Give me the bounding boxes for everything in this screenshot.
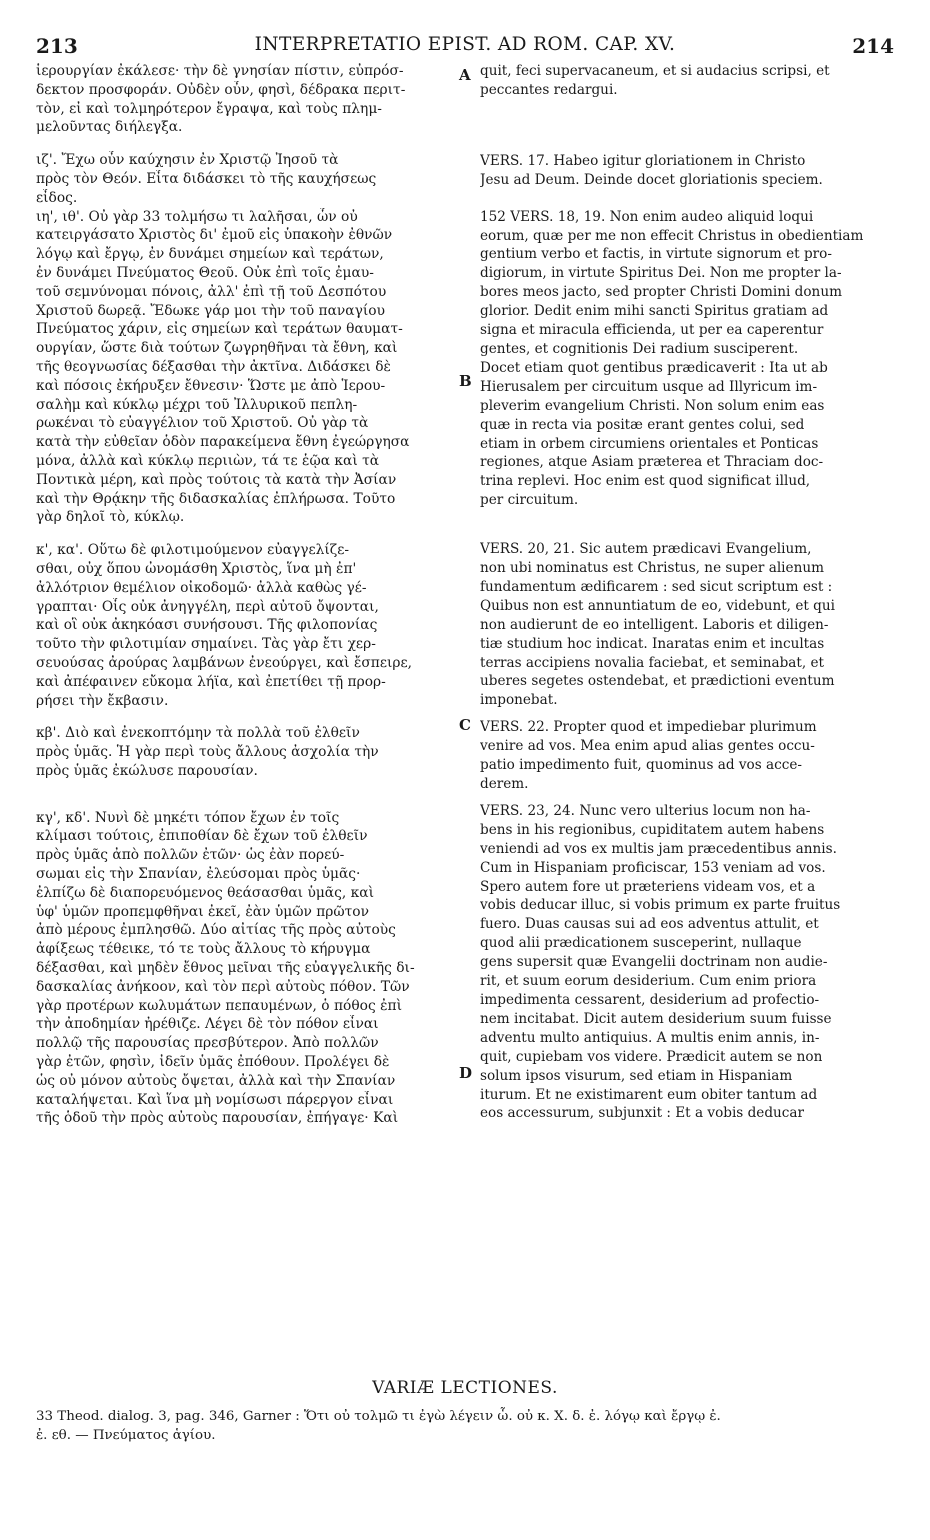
text-line: κατειργάσατο Χριστὸς δι' ἐμοῦ εἰς ὑπακοὴν ἐθνῶν xyxy=(36,227,393,244)
text-line: ἀπὸ μέρους ἐμπλησθῶ. Δύο αἰτίας τῆς πρὸς αὐτοὺς xyxy=(36,922,396,939)
text-line: regiones, atque Asiam præterea et Thraciam doc- xyxy=(480,454,824,471)
text-line: μόνα, ἀλλὰ καὶ κύκλῳ περιιὼν, τά τε ἑῷα καὶ τὰ xyxy=(36,452,380,469)
text-line: καὶ πόσοις ἐκήρυξεν ἔθνεσιν· Ὥστε με ἀπὸ Ἱερου- xyxy=(36,377,386,394)
page-header xyxy=(36,34,894,60)
text-line: ἐν δυνάμει Πνεύματος Θεοῦ. Οὐκ ἐπὶ τοῖς ἐμαυ- xyxy=(36,264,374,281)
text-line: εἶδος. xyxy=(36,189,78,206)
text-line: ὡς οὐ μόνον αὐτοὺς ὄψεται, ἀλλὰ καὶ τὴν Σπανίαν xyxy=(36,1072,396,1089)
text-line: trina replevi. Hoc enim est quod significat illud, xyxy=(480,473,811,490)
text-line: gentium verbo et factis, in virtute signorum et pro- xyxy=(480,246,832,263)
text-line: σθαι, οὐχ ὅπου ὠνομάσθη Χριστὸς, ἵνα μὴ ἐπ' xyxy=(36,560,357,577)
text-line: τὸν, εἰ καὶ τολμηρότερον ἔγραψα, καὶ τοὺς πλημ- xyxy=(36,100,382,117)
text-line: rit, et suum eorum desiderium. Cum enim priora xyxy=(480,973,817,990)
text-line: λόγῳ καὶ ἔργῳ, ἐν δυνάμει σημείων καὶ τεράτων, xyxy=(36,246,384,263)
text-line: τῆς θεογνωσίας δέξασθαι τὴν ἀκτῖνα. Διδάσκει δὲ xyxy=(36,358,391,375)
margin-marker-c: C xyxy=(459,716,471,734)
text-line: Hierusalem per circuitum usque ad Illyricum im- xyxy=(480,378,818,395)
text-line: non audierunt de eo intelligent. Laboris et diligen- xyxy=(480,616,829,633)
margin-marker-b: B xyxy=(459,372,472,390)
text-line: glorior. Dedit enim mihi sancti Spiritus gratiam ad xyxy=(480,303,829,320)
text-line: veniendi ad vos ex multis jam præcedentibus annis. xyxy=(480,840,837,857)
text-line: gens supersit quæ Evangelii doctrinam non audie- xyxy=(480,954,828,971)
left-page-number: 213 xyxy=(36,34,78,58)
right-page-number: 214 xyxy=(852,34,894,58)
text-line: γραπται· Οἷς οὐκ ἀνηγγέλη, περὶ αὐτοῦ ὄψονται, xyxy=(36,598,379,615)
text-line: terras accipiens novalia faciebat, et seminabat, et xyxy=(480,654,824,671)
text-line: digiorum, in virtute Spiritus Dei. Non me propter la- xyxy=(480,265,842,282)
text-line: Πνεύματος χάριν, εἰς σημείων καὶ τεράτων θαυματ- xyxy=(36,321,403,338)
text-line: derem. xyxy=(480,776,529,792)
text-line: ἱερουργίαν ἐκάλεσε· τὴν δὲ γνησίαν πίστιν, εὐπρόσ- xyxy=(36,63,404,79)
text-line: per circuitum. xyxy=(480,492,579,509)
text-line: τὴν ἀποδημίαν ἠρέθιζε. Λέγει δὲ τὸν πόθον εἶναι xyxy=(36,1016,379,1033)
text-line: κατὰ τὴν εὐθεῖαν ὁδὸν παρακείμενα ἔθνη ἐγεώργησα xyxy=(36,434,410,451)
text-line: solum ipsos visurum, sed etiam in Hispaniam xyxy=(480,1067,793,1084)
greek-paragraph-v23-24 xyxy=(36,809,458,1129)
text-line: γὰρ προτέρων κωλυμάτων πεπαυμένων, ὁ πόθος ἐπὶ xyxy=(36,997,402,1014)
variae-lectiones-heading: VARIÆ LECTIONES. xyxy=(372,1378,558,1398)
text-line: fuero. Duas causas sui ad eos adventus attulit, et xyxy=(480,916,819,933)
text-line: Jesu ad Deum. Deinde docet gloriationis speciem. xyxy=(480,171,823,188)
text-line: καὶ τὴν Θρᾴκην τῆς διδασκαλίας ἐπλήρωσα. Τοῦτο xyxy=(36,490,396,507)
text-line: ἐλπίζω δὲ διαπορευόμενος θεάσασθαι ὑμᾶς, καὶ xyxy=(36,884,374,901)
text-line: ἀφίξεως τέθεικε, τό τε τοὺς ἄλλους τὸ κήρυγμα xyxy=(36,941,371,958)
text-line: τοῦ σεμνύνομαι πόνοις, ἀλλ' ἐπὶ τῇ τοῦ Δεσπότου xyxy=(36,283,387,300)
text-line: 152 VERS. 18, 19. Non enim audeo aliquid loqui xyxy=(480,208,814,225)
greek-paragraph-v17 xyxy=(36,151,458,207)
text-line: tiæ studium hoc indicat. Inaratas enim et incultas xyxy=(480,635,825,652)
text-line: σωμαι εἰς τὴν Σπανίαν, ἐλεύσομαι πρὸς ὑμᾶς· xyxy=(36,866,361,883)
greek-paragraph-v18-19 xyxy=(36,208,458,528)
text-line: iturum. Et ne existimarent eum obiter tantum ad xyxy=(480,1086,818,1103)
text-line: VERS. 17. Habeo igitur gloriationem in Christo xyxy=(480,152,806,169)
text-line: vobis deducar illuc, si vobis primum ex parte fruitus xyxy=(480,897,841,914)
footnote-line: 33 Theod. dialog. 3, pag. 346, Garner : Ὅτι οὐ τολμῶ τι ἐγὼ λέγειν ὧ. οὐ κ. Χ. δ. ἐ. λόγῳ καὶ ἔργῳ ἐ. xyxy=(36,1409,721,1424)
text-line: καὶ ἀπέφαινεν εὔκομα λήϊα, καὶ ἐπετίθει τῇ προρ- xyxy=(36,673,386,690)
margin-marker-a: A xyxy=(459,66,471,84)
latin-paragraph-intro xyxy=(480,62,902,100)
running-title: INTERPRETATIO EPIST. AD ROM. CAP. XV. xyxy=(254,34,676,55)
text-line: γὰρ δηλοῖ τὸ, κύκλῳ. xyxy=(36,509,185,526)
text-line: eorum, quæ per me non effecit Christus in obedientiam xyxy=(480,227,864,244)
text-line: πρὸς τὸν Θεόν. Εἶτα διδάσκει τὸ τῆς καυχήσεως xyxy=(36,170,377,187)
text-line: imponebat. xyxy=(480,692,558,709)
text-line: quæ in recta via positæ erant gentes colui, sed xyxy=(480,416,805,433)
text-line: patio impedimento fuit, quominus ad vos acce- xyxy=(480,757,802,774)
text-line: ἀλλότριον θεμέλιον οἰκοδομῶ· ἀλλὰ καθὼς γέ- xyxy=(36,579,367,596)
text-line: quit, feci supervacaneum, et si audacius scripsi, et xyxy=(480,63,830,79)
text-line: Spero autem fore ut præteriens videam vos, et a xyxy=(480,878,816,895)
text-line: δασκαλίας ἀνήκοον, καὶ τὸν περὶ αὐτοὺς πόθον. Τῶν xyxy=(36,978,410,995)
latin-paragraph-v23-24 xyxy=(480,802,902,1123)
text-line: uberes segetes ostendebat, et prædictioni eventum xyxy=(480,673,835,690)
latin-column xyxy=(480,62,902,1123)
latin-paragraph-v20-21 xyxy=(480,540,902,710)
text-line: ρωκέναι τὸ εὐαγγέλιον τοῦ Χριστοῦ. Οὐ γὰρ τὰ xyxy=(36,415,369,432)
text-line: γὰρ ἐτῶν, φησὶν, ἰδεῖν ὑμᾶς ἐπόθουν. Προλέγει δὲ xyxy=(36,1054,390,1071)
text-line: κ', κα'. Οὕτω δὲ φιλοτιμούμενον εὐαγγελίζε- xyxy=(36,542,350,559)
text-line: nem incitabat. Dicit autem desiderium suum fuisse xyxy=(480,1010,832,1027)
text-line: Cum in Hispaniam proficiscar, 153 veniam ad vos. xyxy=(480,859,826,876)
text-line: κγ', κδ'. Νυνὶ δὲ μηκέτι τόπον ἔχων ἐν τοῖς xyxy=(36,809,340,826)
text-line: adventu multo antiquius. A multis enim annis, in- xyxy=(480,1029,820,1046)
text-line: Docet etiam quot gentibus prædicaverit : Ita ut ab xyxy=(480,359,828,376)
text-line: fundamentum ædificarem : sed sicut scriptum est : xyxy=(480,578,833,595)
margin-marker-d: D xyxy=(459,1064,473,1082)
text-line: ουργίαν, ὥστε διὰ τούτων ζωγρηθῆναι τὰ ἔθνη, καὶ xyxy=(36,340,398,357)
footnote-line: ἐ. εθ. — Πνεύματος ἁγίου. xyxy=(36,1428,216,1443)
text-line: πρὸς ὑμᾶς. Ἡ γὰρ περὶ τοὺς ἄλλους ἀσχολία τὴν xyxy=(36,744,379,761)
text-line: πρὸς ὑμᾶς ἐκώλυσε παρουσίαν. xyxy=(36,762,258,779)
text-line: gentes, et cognitionis Dei radium susciperent. xyxy=(480,340,799,357)
text-line: etiam in orbem circumiens orientales et Ponticas xyxy=(480,435,819,452)
text-line: Quibus non est annuntiatum de eo, videbunt, et qui xyxy=(480,597,835,614)
text-line: δεκτον προσφοράν. Οὐδὲν οὖν, φησὶ, δέδρακα περιτ- xyxy=(36,81,406,98)
text-line: δέξασθαι, καὶ μηδὲν ἔθνος μεῖναι τῆς εὐαγγελικῆς δι- xyxy=(36,960,415,977)
text-line: quod alii prædicationem susceperint, nullaque xyxy=(480,935,802,952)
footnote xyxy=(36,1407,894,1445)
text-line: κβ'. Διὸ καὶ ἐνεκοπτόμην τὰ πολλὰ τοῦ ἐλθεῖν xyxy=(36,725,360,742)
text-line: eos accessurum, subjunxit : Et a vobis deducar xyxy=(480,1105,805,1122)
latin-paragraph-v17 xyxy=(480,152,902,190)
text-line: peccantes redargui. xyxy=(480,81,618,98)
text-line: ὑφ' ὑμῶν προπεμφθῆναι ἐκεῖ, ἐὰν ὑμῶν πρῶτον xyxy=(36,903,369,920)
greek-paragraph-intro xyxy=(36,62,458,137)
text-line: πολλῷ τῆς παρουσίας πρεσβύτερον. Ἀπὸ πολλῶν xyxy=(36,1035,379,1052)
latin-paragraph-v18-19 xyxy=(480,208,902,511)
text-line: ρήσει τὴν ἔκβασιν. xyxy=(36,692,169,709)
text-line: VERS. 23, 24. Nunc vero ulterius locum non ha- xyxy=(480,802,811,819)
text-line: ιη', ιθ'. Οὐ γὰρ 33 τολμήσω τι λαλῆσαι, ὧν οὐ xyxy=(36,208,358,225)
greek-paragraph-v20-21 xyxy=(36,541,458,710)
text-line: Ποντικὰ μέρη, καὶ πρὸς τούτοις τὰ κατὰ τὴν Ἀσίαν xyxy=(36,471,397,488)
text-line: τοῦτο τὴν φιλοτιμίαν σημαίνει. Τὰς γὰρ ἔτι χερ- xyxy=(36,636,376,653)
text-line: σαλὴμ καὶ κύκλῳ μέχρι τοῦ Ἰλλυρικοῦ πεπλη- xyxy=(36,396,358,413)
text-line: VERS. 20, 21. Sic autem prædicavi Evangelium, xyxy=(480,541,812,558)
text-line: VERS. 22. Propter quod et impediebar plurimum xyxy=(480,719,817,736)
text-line: ιζ'. Ἔχω οὖν καύχησιν ἐν Χριστῷ Ἰησοῦ τὰ xyxy=(36,152,339,169)
text-line: καταλήψεται. Καὶ ἵνα μὴ νομίσωσι πάρεργον εἶναι xyxy=(36,1091,394,1108)
text-line: κλίμασι τούτοις, ἐπιποθίαν δὲ ἔχων τοῦ ἐλθεῖν xyxy=(36,828,368,845)
text-line: quit, cupiebam vos videre. Prædicit autem se non xyxy=(480,1048,823,1065)
text-line: non ubi nominatus est Christus, ne super alienum xyxy=(480,560,824,577)
text-line: πρὸς ὑμᾶς ἀπὸ πολλῶν ἐτῶν· ὡς ἐὰν πορεύ- xyxy=(36,847,345,864)
text-line: bens in his regionibus, cupiditatem autem habens xyxy=(480,821,825,838)
text-line: venire ad vos. Mea enim apud alias gentes occu- xyxy=(480,738,815,755)
text-line: Χριστοῦ δωρεᾷ. Ἔδωκε γάρ μοι τὴν τοῦ παναγίου xyxy=(36,302,385,319)
text-line: impedimenta cessarent, desiderium ad profectio- xyxy=(480,991,820,1008)
latin-paragraph-v22 xyxy=(480,718,902,794)
text-line: καὶ οἳ οὐκ ἀκηκόασι συνήσουσι. Τῆς φιλοπονίας xyxy=(36,617,378,634)
text-line: μελοῦντας διήλεγξα. xyxy=(36,119,183,136)
text-line: signa et miracula efficienda, ut per ea caperentur xyxy=(480,322,824,339)
text-line: τῆς ὁδοῦ τὴν πρὸς αὐτοὺς παρουσίαν, ἐπήγαγε· Καὶ xyxy=(36,1110,399,1127)
greek-paragraph-v22 xyxy=(36,724,458,780)
text-line: pleverim evangelium Christi. Non solum enim eas xyxy=(480,397,825,414)
greek-column xyxy=(36,62,458,1128)
text-line: bores meos jacto, sed propter Christi Domini donum xyxy=(480,284,842,301)
text-line: σευούσας ἀρούρας λαμβάνων ἐνεούργει, καὶ ἔσπειρε, xyxy=(36,654,413,671)
